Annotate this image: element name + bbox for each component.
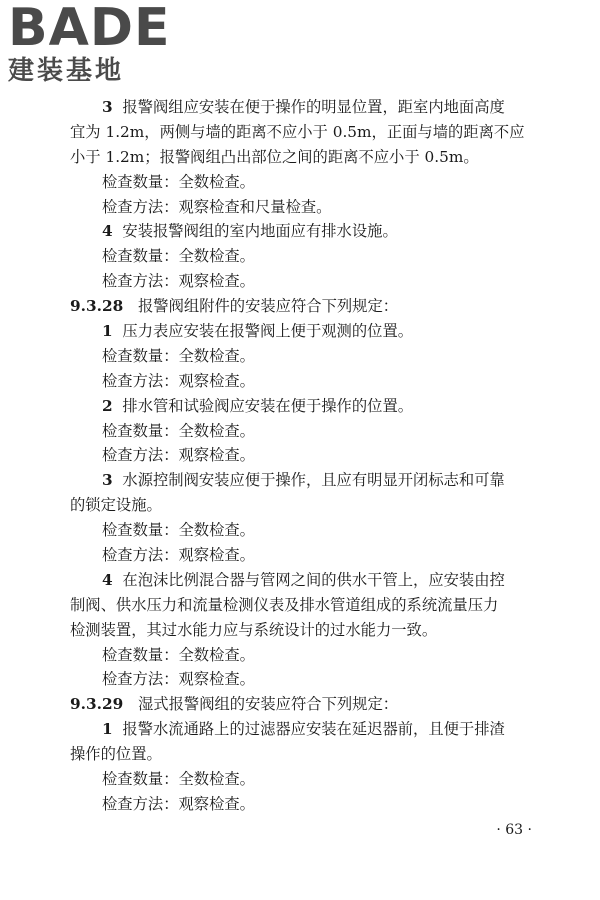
check-quantity: 检查数量：全数检查。 [102,247,255,266]
clause-4-line [70,568,550,593]
clause-1-line [70,717,550,742]
section-9-3-29 [70,692,550,717]
text-line: 制阀、供水压力和流量检测仪表及排水管道组成的系统流量压力 [70,595,499,614]
item-number: 3 [102,98,113,116]
section-heading: 报警阀组附件的安装应符合下列规定： [138,297,399,316]
check-quantity: 检查数量：全数检查。 [102,645,255,664]
text-line: 操作的位置。 [70,745,162,764]
item-number: 1 [102,322,113,341]
text-line: 宜为 1.2m，两侧与墙的距离不应小于 0.5m，正面与墙的距离不应 [70,122,525,141]
check-method: 检查方法：观察检查。 [102,446,255,465]
clause-3-line [70,468,550,493]
text-line: 检测装置，其过水能力应与系统设计的过水能力一致。 [70,620,438,639]
item-number: 4 [102,570,113,589]
check-method: 检查方法：观察检查和尺量检查。 [102,197,332,216]
document-body [70,95,550,817]
clause-4-line [70,219,550,244]
line-text: 压力表应安装在报警阀上便于观测的位置。 [122,322,414,341]
check-quantity: 检查数量：全数检查。 [102,421,255,440]
check-method: 检查方法：观察检查。 [102,272,255,291]
text-line: 小于 1.2m；报警阀组凸出部位之间的距离不应小于 0.5m。 [70,147,479,166]
page-number: · 63 · [496,822,532,838]
section-heading: 湿式报警阀组的安装应符合下列规定： [138,695,399,714]
clause-1-line [70,319,550,344]
logo-subtitle: 建装基地 [8,56,125,86]
text-line: 的锁定设施。 [70,496,162,515]
section-number: 9.3.29 [70,695,124,714]
clause-2-line [70,394,550,419]
item-number: 2 [102,396,113,415]
line-text: 排水管和试验阀应安装在便于操作的位置。 [122,396,414,415]
item-number: 3 [102,471,113,490]
logo-brand: BADE [8,0,171,58]
line-text: 安装报警阀组的室内地面应有排水设施。 [122,222,398,241]
check-quantity: 检查数量：全数检查。 [102,770,255,789]
section-number: 9.3.28 [70,297,124,316]
check-quantity: 检查数量：全数检查。 [102,172,255,191]
check-method: 检查方法：观察检查。 [102,670,255,689]
line-text: 报警水流通路上的过滤器应安装在延迟器前，且便于排渣 [122,720,505,739]
clause-3-line [70,95,550,120]
check-method: 检查方法：观察检查。 [102,371,255,390]
check-quantity: 检查数量：全数检查。 [102,346,255,365]
section-9-3-28 [70,294,550,319]
item-number: 4 [102,222,113,241]
line-text: 水源控制阀安装应便于操作，且应有明显开闭标志和可靠 [122,471,505,490]
check-method: 检查方法：观察检查。 [102,546,255,565]
item-number: 1 [102,720,113,739]
bade-logo [8,2,178,88]
check-method: 检查方法：观察检查。 [102,794,255,813]
line-text: 在泡沫比例混合器与管网之间的供水干管上，应安装由控 [122,570,505,589]
line-text: 报警阀组应安装在便于操作的明显位置，距室内地面高度 [122,98,505,116]
check-quantity: 检查数量：全数检查。 [102,521,255,540]
